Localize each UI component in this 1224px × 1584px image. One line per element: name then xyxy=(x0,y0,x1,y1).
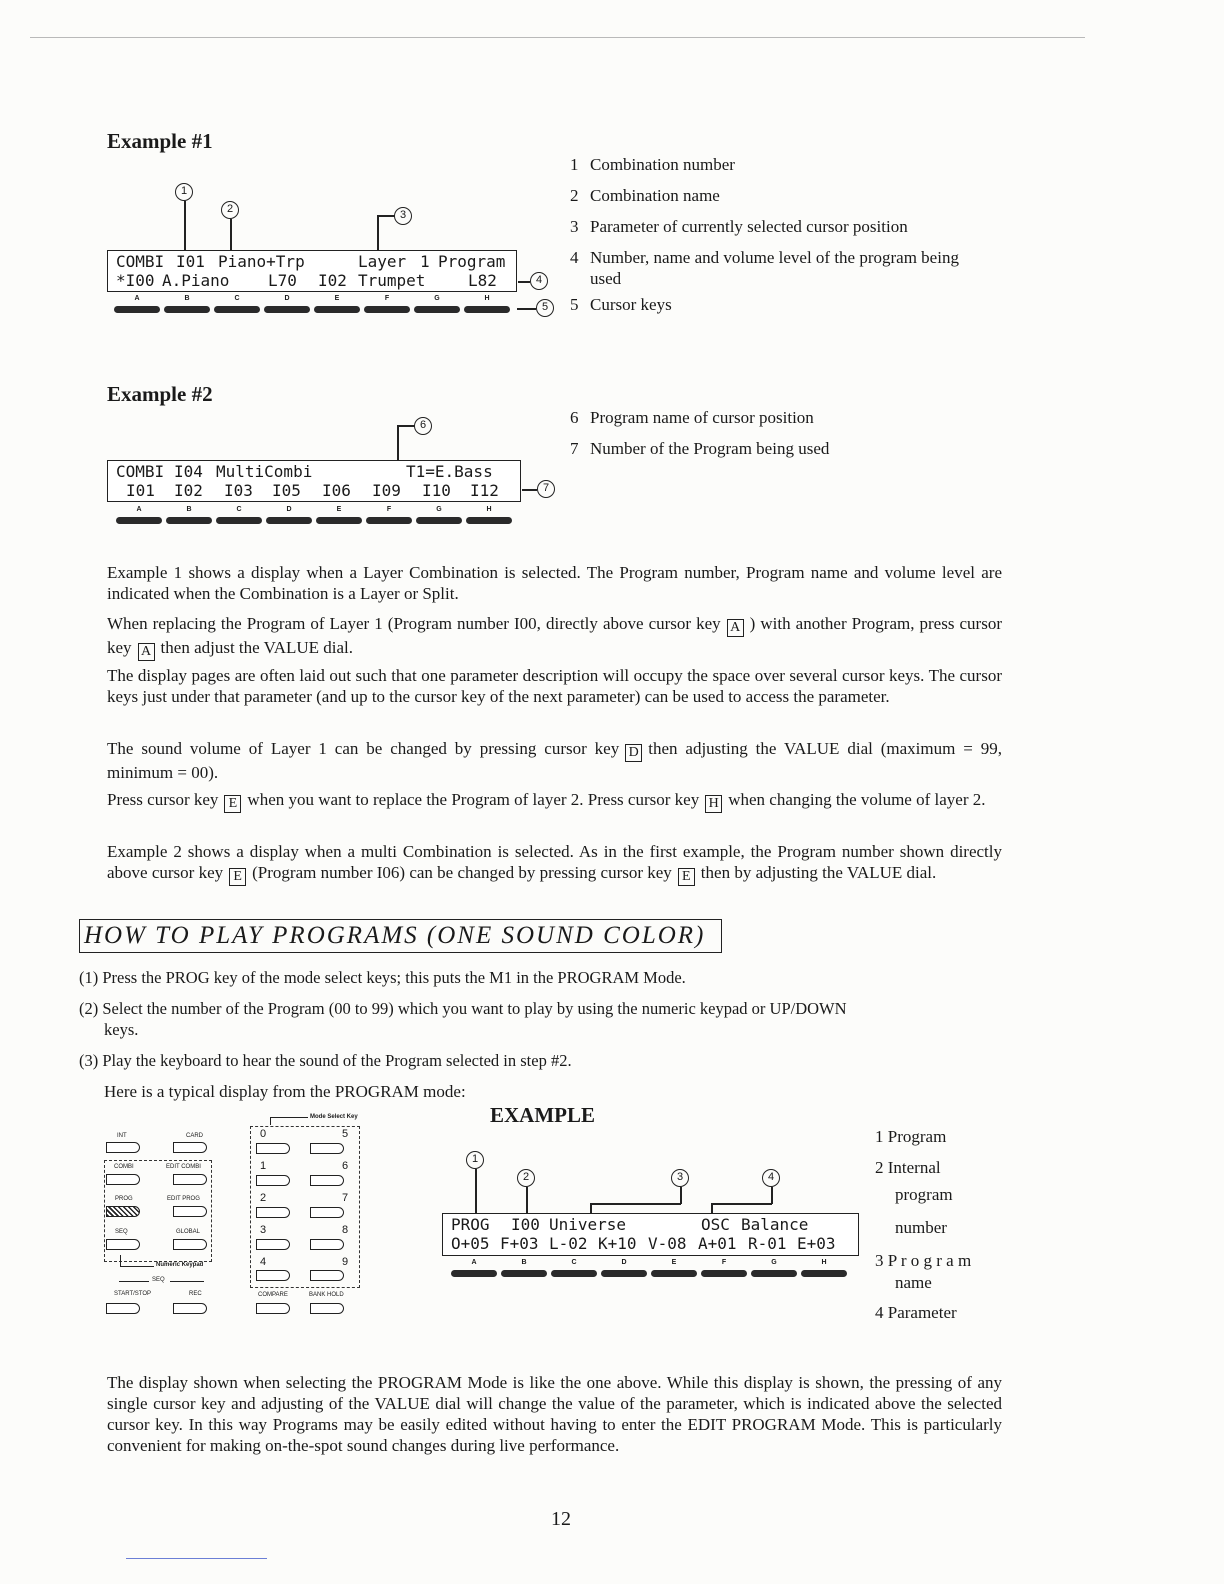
lcd-text: I03 xyxy=(224,481,253,500)
paragraph: The display pages are often laid out such that one parameter description will occupy the space over several cursor keys. The cursor keys just under that parameter (and up to the cursor key of the next parameter) can be used to access the parameter. xyxy=(107,666,1002,706)
cursor-key[interactable] xyxy=(701,1270,747,1277)
cursor-key[interactable] xyxy=(114,306,160,313)
callout-6: 6 xyxy=(414,417,432,435)
cursor-key[interactable] xyxy=(801,1270,847,1277)
lcd-text: COMBI xyxy=(116,462,165,481)
text: The sound volume of Layer 1 can be changed by pressing cursor key xyxy=(107,739,620,758)
callout-line xyxy=(711,1203,772,1205)
lcd-text: Universe xyxy=(549,1215,627,1234)
lcd-text: 1 xyxy=(420,252,430,271)
example-1-title: Example #1 xyxy=(107,129,213,153)
legend-text: name xyxy=(895,1273,932,1292)
lcd-text: L70 xyxy=(268,271,297,290)
cursor-key[interactable] xyxy=(364,306,410,313)
legend-text: used xyxy=(590,269,622,288)
cursor-key-label: A xyxy=(134,295,140,302)
cursor-key-label: F xyxy=(721,1259,727,1266)
lcd-text: I04 xyxy=(174,462,203,481)
lcd-text: Trumpet xyxy=(358,271,426,290)
legend-number: 5 xyxy=(570,295,579,314)
callout-line xyxy=(526,1187,528,1214)
text: then adjusting the VALUE dial (maximum = 99, minimum = 00). xyxy=(107,739,1003,782)
lcd-text: I05 xyxy=(272,481,301,500)
cursor-key-label: E xyxy=(334,295,340,302)
callout-line xyxy=(475,1169,477,1214)
key-2-button[interactable] xyxy=(256,1207,290,1218)
paragraph xyxy=(107,841,1002,886)
cursor-key-label: E xyxy=(671,1259,677,1266)
key-6-button[interactable] xyxy=(310,1175,344,1186)
callout-2: 2 xyxy=(221,201,239,219)
bank-hold-button[interactable] xyxy=(310,1303,344,1314)
callout-line xyxy=(518,281,530,283)
cursor-key-label: G xyxy=(436,506,442,513)
lcd-text: I10 xyxy=(422,481,451,500)
legend-number: 6 xyxy=(570,408,579,427)
text: then by adjusting the VALUE dial. xyxy=(700,863,937,882)
int-button[interactable] xyxy=(106,1142,140,1153)
label-start-stop: START/STOP xyxy=(114,1291,152,1297)
label-combi: COMBI xyxy=(114,1164,134,1170)
callout-4: 4 xyxy=(530,272,548,290)
label-mode-select-key: Mode Select Key xyxy=(310,1114,358,1120)
key-0-button[interactable] xyxy=(256,1143,290,1154)
legend-number: 1 xyxy=(570,155,579,174)
lcd-text: *I00 xyxy=(116,271,155,290)
callout-3: 3 xyxy=(394,207,412,225)
lcd-text: L-02 xyxy=(549,1234,588,1253)
label-edit-prog: EDIT PROG xyxy=(167,1196,200,1202)
lcd-text: Program xyxy=(438,252,506,271)
legend-text: Combination number xyxy=(590,155,735,174)
key-box-d: D xyxy=(625,744,642,762)
key-box-h: H xyxy=(705,795,722,813)
cursor-key[interactable] xyxy=(366,517,412,524)
step-2: (2) Select the number of the Program (00 to 99) which you want to play by using the numeric keypad or UP/DOWN xyxy=(79,999,847,1018)
cursor-key[interactable] xyxy=(266,517,312,524)
legend-text: number xyxy=(895,1218,947,1237)
cursor-key[interactable] xyxy=(164,306,210,313)
digit-label: 5 xyxy=(342,1128,349,1140)
cursor-key-label: G xyxy=(771,1259,777,1266)
cursor-key-label: F xyxy=(384,295,390,302)
callout-3: 3 xyxy=(671,1169,689,1187)
legend-text: Combination name xyxy=(590,186,720,205)
lcd-text: Layer xyxy=(358,252,407,271)
cursor-key-label: C xyxy=(571,1259,577,1266)
legend-text: Program name of cursor position xyxy=(590,408,814,427)
lcd-display-example-1 xyxy=(107,250,517,292)
digit-label: 8 xyxy=(342,1224,349,1236)
text: (Program number I06) can be changed by pressing cursor key xyxy=(252,863,672,882)
digit-label: 3 xyxy=(260,1224,267,1236)
lcd-text: COMBI xyxy=(116,252,165,271)
label-prog: PROG xyxy=(115,1196,133,1202)
callout-line xyxy=(517,308,536,310)
legend-text: 3 P r o g r a m xyxy=(875,1251,972,1270)
cursor-key[interactable] xyxy=(416,517,462,524)
cursor-key[interactable] xyxy=(264,306,310,313)
key-box-a: A xyxy=(138,643,155,661)
digit-label: 2 xyxy=(260,1192,267,1204)
callout-line xyxy=(377,215,379,251)
callout-line xyxy=(522,489,537,491)
callout-5: 5 xyxy=(536,299,554,317)
lcd-text: I01 xyxy=(176,252,205,271)
text: when you want to replace the Program of layer 2. Press cursor key xyxy=(247,790,700,809)
cursor-key-label: D xyxy=(621,1259,627,1266)
lcd-text: OSC xyxy=(701,1215,730,1234)
cursor-key[interactable] xyxy=(464,306,510,313)
start-stop-button[interactable] xyxy=(106,1303,140,1314)
callout-1: 1 xyxy=(175,183,193,201)
cursor-key-label: A xyxy=(471,1259,477,1266)
legend-example-2 xyxy=(570,402,829,464)
bracket-line xyxy=(119,1281,149,1282)
text: When replacing the Program of Layer 1 (Program number I00, directly above cursor key xyxy=(107,614,721,633)
typical-display-caption: Here is a typical display from the PROGRAM mode: xyxy=(104,1082,466,1101)
cursor-key-label: B xyxy=(184,295,190,302)
legend-text: 4 Parameter xyxy=(875,1303,957,1322)
paragraph xyxy=(107,738,1002,783)
bottom-rule xyxy=(126,1558,267,1559)
lcd-text: V-08 xyxy=(648,1234,687,1253)
label-card: CARD xyxy=(186,1133,204,1139)
example-2-title: Example #2 xyxy=(107,382,213,406)
legend-text: Number of the Program being used xyxy=(590,439,830,458)
label-seq: SEQ xyxy=(115,1229,128,1235)
step-3: (3) Play the keyboard to hear the sound of the Program selected in step #2. xyxy=(79,1051,572,1070)
key-4-button[interactable] xyxy=(256,1270,290,1281)
cursor-key-label: C xyxy=(234,295,240,302)
lcd-text: K+10 xyxy=(598,1234,637,1253)
step-1: (1) Press the PROG key of the mode select keys; this puts the M1 in the PROGRAM Mode. xyxy=(79,968,686,987)
cursor-key[interactable] xyxy=(414,306,460,313)
step-2-continued: keys. xyxy=(104,1020,139,1039)
label-numeric-keypad: Numeric Keypad xyxy=(156,1262,204,1268)
legend-text: program xyxy=(895,1185,953,1204)
lcd-text: Balance xyxy=(741,1215,809,1234)
cursor-key-label: D xyxy=(286,506,292,513)
lcd-text: I09 xyxy=(372,481,401,500)
lcd-text: I01 xyxy=(126,481,155,500)
key-3-button[interactable] xyxy=(256,1239,290,1250)
cursor-key[interactable] xyxy=(751,1270,797,1277)
text: Example 2 shows a display when a multi Combination is selected. As in the first example, the Program number shown directly above cursor key xyxy=(107,842,1002,882)
legend-text: 1 Program xyxy=(875,1127,947,1146)
lcd-text: Piano+Trp xyxy=(218,252,305,271)
cursor-key-label: C xyxy=(236,506,242,513)
callout-2: 2 xyxy=(517,1169,535,1187)
cursor-key[interactable] xyxy=(216,517,262,524)
cursor-key[interactable] xyxy=(466,517,512,524)
bracket-line xyxy=(270,1117,271,1125)
label-seq-2: SEQ xyxy=(152,1277,165,1283)
combi-button[interactable] xyxy=(106,1174,140,1185)
lcd-text: E+03 xyxy=(797,1234,836,1253)
callout-7: 7 xyxy=(537,480,555,498)
lcd-text: I02 xyxy=(318,271,347,290)
callout-line xyxy=(397,425,415,427)
bracket-line xyxy=(170,1281,204,1282)
text: ) with another Program, press cursor key xyxy=(107,614,1002,657)
key-5-button[interactable] xyxy=(310,1143,344,1154)
key-9-button[interactable] xyxy=(310,1270,344,1281)
card-button[interactable] xyxy=(173,1142,207,1153)
legend-text: Cursor keys xyxy=(590,295,672,314)
lcd-text: A+01 xyxy=(698,1234,737,1253)
text: when changing the volume of layer 2. xyxy=(728,790,986,809)
label-bank-hold: BANK HOLD xyxy=(309,1292,344,1298)
legend-number: 7 xyxy=(570,439,579,458)
label-compare: COMPARE xyxy=(258,1292,288,1298)
cursor-keys-example-2 xyxy=(116,507,516,533)
example-title: EXAMPLE xyxy=(490,1103,595,1127)
legend-program-mode xyxy=(875,1127,971,1323)
legend-number: 3 xyxy=(570,217,579,236)
cursor-key[interactable] xyxy=(551,1270,597,1277)
key-box-a: A xyxy=(727,619,744,637)
label-int: INT xyxy=(117,1133,127,1139)
lcd-display-example-2 xyxy=(107,460,521,502)
global-button[interactable] xyxy=(173,1239,207,1250)
compare-button[interactable] xyxy=(256,1303,290,1314)
paragraph xyxy=(107,613,1002,661)
callout-line xyxy=(771,1187,773,1204)
digit-label: 7 xyxy=(342,1192,349,1204)
bracket-line xyxy=(270,1117,308,1118)
key-1-button[interactable] xyxy=(256,1175,290,1186)
lcd-display-program-mode xyxy=(442,1213,859,1256)
page-number: 12 xyxy=(551,1508,571,1530)
callout-line xyxy=(397,425,399,461)
callout-4: 4 xyxy=(762,1169,780,1187)
digit-label: 6 xyxy=(342,1160,349,1172)
digit-label: 4 xyxy=(260,1256,267,1268)
cursor-key-label: G xyxy=(434,295,440,302)
callout-line xyxy=(377,215,395,217)
callout-line xyxy=(680,1187,682,1204)
digit-label: 0 xyxy=(260,1128,267,1140)
cursor-key[interactable] xyxy=(651,1270,697,1277)
lcd-text: I02 xyxy=(174,481,203,500)
key-7-button[interactable] xyxy=(310,1207,344,1218)
digit-label: 1 xyxy=(260,1160,267,1172)
key-box-e: E xyxy=(229,868,246,886)
cursor-key[interactable] xyxy=(116,517,162,524)
cursor-key[interactable] xyxy=(601,1270,647,1277)
rec-button[interactable] xyxy=(173,1303,207,1314)
legend-number: 2 xyxy=(570,186,579,205)
key-box-e: E xyxy=(678,868,695,886)
legend-example-1 xyxy=(570,149,959,320)
top-rule xyxy=(30,37,1085,38)
lcd-text: L82 xyxy=(468,271,497,290)
cursor-key-label: D xyxy=(284,295,290,302)
text: Press cursor key xyxy=(107,790,219,809)
bracket-line xyxy=(120,1266,154,1267)
edit-combi-button[interactable] xyxy=(173,1174,207,1185)
section-heading: HOW TO PLAY PROGRAMS (ONE SOUND COLOR) xyxy=(79,919,722,953)
lcd-text: I00 xyxy=(511,1215,540,1234)
label-global: GLOBAL xyxy=(176,1229,201,1235)
cursor-key-label: B xyxy=(186,506,192,513)
cursor-key-label: H xyxy=(486,506,492,513)
cursor-key[interactable] xyxy=(314,306,360,313)
callout-line xyxy=(590,1203,681,1205)
callout-1: 1 xyxy=(466,1151,484,1169)
legend-number xyxy=(570,268,590,289)
lcd-text: I06 xyxy=(322,481,351,500)
legend-text: Parameter of currently selected cursor position xyxy=(590,217,908,236)
lcd-text: R-01 xyxy=(748,1234,787,1253)
legend-number: 4 xyxy=(570,248,579,267)
digit-label: 9 xyxy=(342,1256,349,1268)
cursor-key-label: B xyxy=(521,1259,527,1266)
legend-text: Number, name and volume level of the program being xyxy=(590,248,959,267)
label-edit-combi: EDIT COMBI xyxy=(166,1164,201,1170)
cursor-key[interactable] xyxy=(316,517,362,524)
cursor-key-label: E xyxy=(336,506,342,513)
cursor-key-label: A xyxy=(136,506,142,513)
key-box-e: E xyxy=(224,795,241,813)
text: then adjust the VALUE dial. xyxy=(160,638,354,657)
lcd-text: PROG xyxy=(451,1215,490,1234)
lcd-text: T1=E.Bass xyxy=(406,462,493,481)
cursor-key[interactable] xyxy=(451,1270,497,1277)
cursor-key[interactable] xyxy=(214,306,260,313)
paragraph xyxy=(107,789,1002,813)
callout-line xyxy=(230,219,232,251)
lcd-text: O+05 xyxy=(451,1234,490,1253)
cursor-key-label: H xyxy=(484,295,490,302)
cursor-keys-program-mode xyxy=(451,1260,851,1286)
cursor-key[interactable] xyxy=(501,1270,547,1277)
closing-paragraph: The display shown when selecting the PROGRAM Mode is like the one above. While this display is shown, the pressing of any single cursor key and adjusting of the VALUE dial will change the value of the parameter, which is indicated above the selected cursor key. In this way Programs may be easily edited without having to enter the EDIT PROGRAM Mode. This is particularly convenient for making on-the-spot sound changes during live performance. xyxy=(107,1373,1002,1455)
label-rec: REC xyxy=(189,1291,202,1297)
key-8-button[interactable] xyxy=(310,1239,344,1250)
cursor-key-label: F xyxy=(386,506,392,513)
edit-prog-button[interactable] xyxy=(173,1206,207,1217)
lcd-text: A.Piano xyxy=(162,271,230,290)
callout-line xyxy=(184,201,186,251)
cursor-key-label: H xyxy=(821,1259,827,1266)
legend-text: 2 Internal xyxy=(875,1158,941,1177)
prog-button[interactable] xyxy=(106,1206,140,1217)
seq-button[interactable] xyxy=(106,1239,140,1250)
paragraph: Example 1 shows a display when a Layer Combination is selected. The Program number, Program name and volume level are indicated when the Combination is a Layer or Split. xyxy=(107,563,1002,603)
lcd-text: MultiCombi xyxy=(216,462,313,481)
lcd-text: I12 xyxy=(470,481,499,500)
lcd-text: F+03 xyxy=(500,1234,539,1253)
cursor-key[interactable] xyxy=(166,517,212,524)
cursor-keys-example-1 xyxy=(114,296,514,322)
